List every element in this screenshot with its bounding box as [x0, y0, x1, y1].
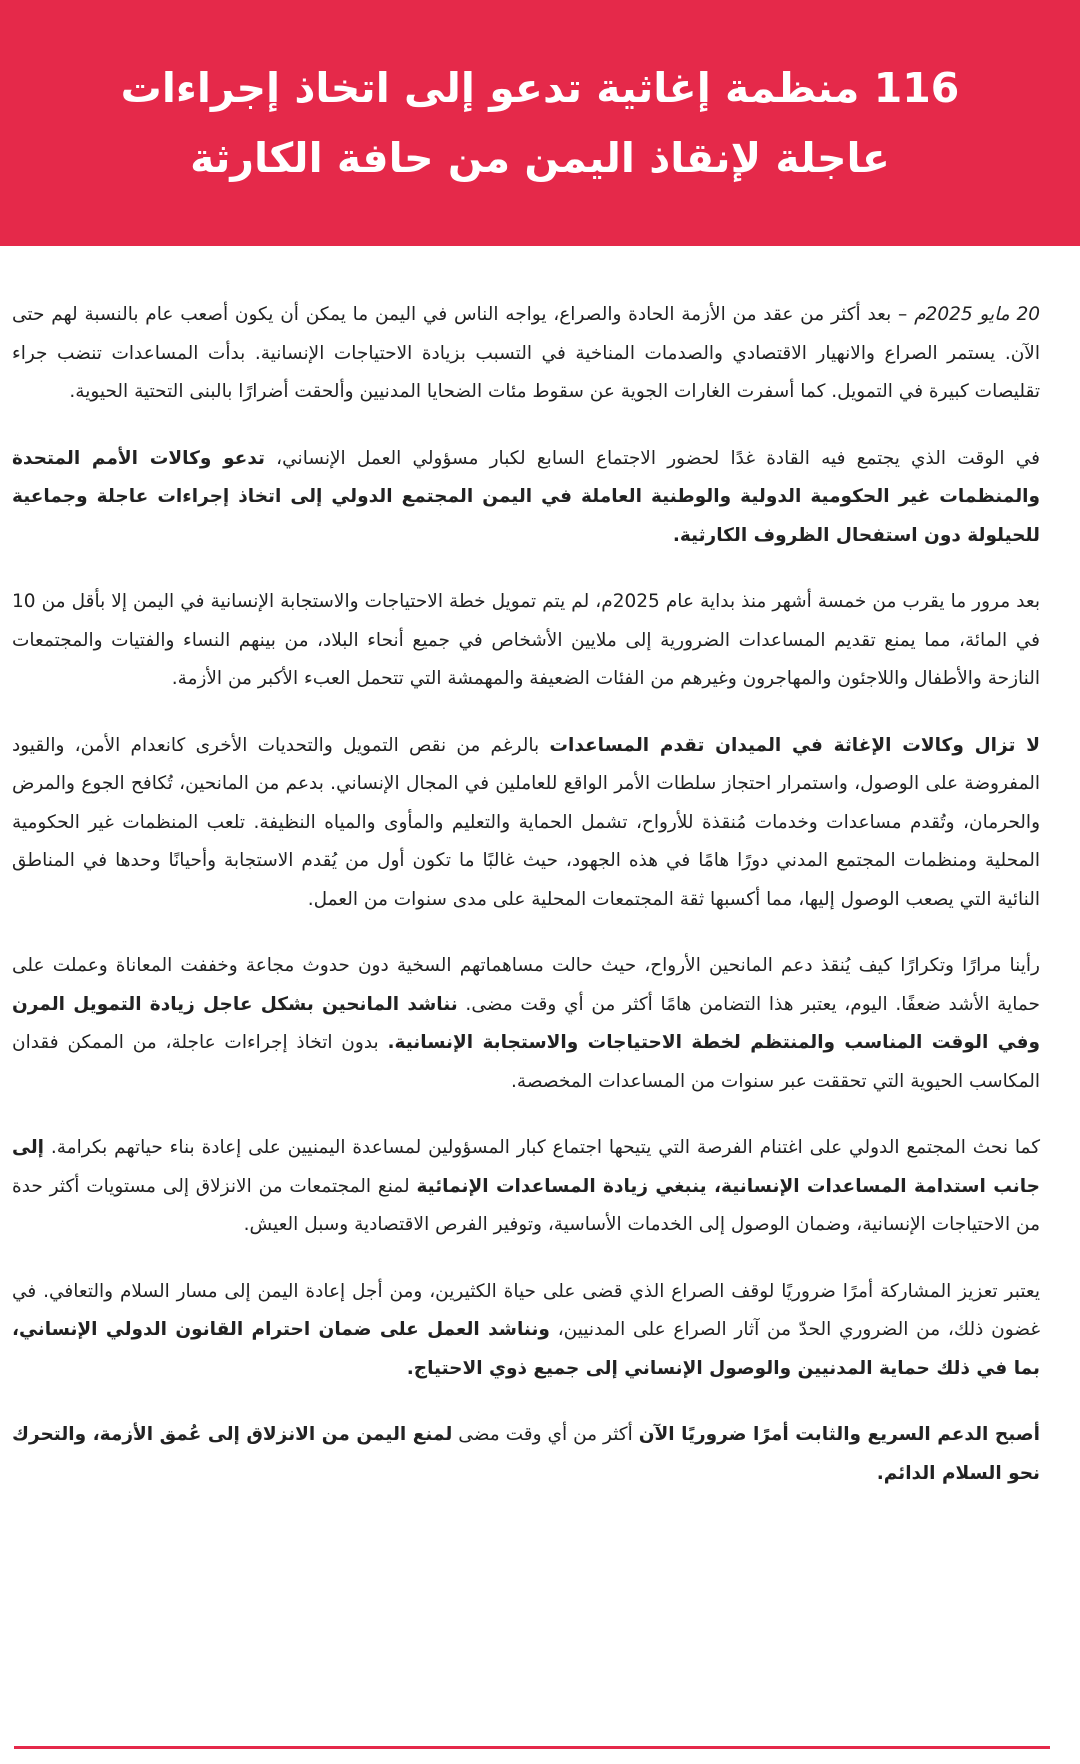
paragraph-text: رأينا مرارًا وتكرارًا كيف يُنقذ دعم المانحين الأرواح، حيث حالت مساهماتهم السخية دون حدوث مجاعة وخففت المعاناة وعملت على حماية الأشد ضعفًا. اليوم، يعتبر هذا التضامن هامًا أكثر من أي وقت مضى.: [12, 955, 1040, 1015]
paragraph-conclusion: [12, 1416, 1040, 1493]
paragraph-bold-text: لا تزال وكالات الإغاثة في الميدان تقدم المساعدات: [549, 734, 1040, 756]
header-banner: [0, 0, 1080, 246]
paragraph-text: – بعد أكثر من عقد من الأزمة الحادة والصراع، يواجه الناس في اليمن ما يمكن أن يكون أصعب عام بالنسبة لهم حتى الآن. يستمر الصراع والانهيار الاقتصادي والصدمات المناخية في التسبب بزيادة الاحتياجات الإنسانية. بدأت المساعدات تنضب جراء تقليصات كبيرة في التمويل. كما أسفرت الغارات الجوية عن سقوط مئات الضحايا المدنيين وألحقت أضرارًا بالبنى التحتية الحيوية.: [12, 304, 1040, 402]
paragraph-peace: [12, 1273, 1040, 1389]
paragraph-text: يعتبر تعزيز المشاركة أمرًا ضروريًا لوقف الصراع الذي قضى على حياة الكثيرين، ومن أجل إعادة اليمن إلى مسار السلام والتعافي. في غضون ذلك، من الضروري الحدّ من آثار الصراع على المدنيين،: [12, 1280, 1040, 1340]
paragraph-bold-text: أصبح الدعم السريع والثابت أمرًا ضروريًا الآن: [638, 1424, 1040, 1445]
paragraph-aid-agencies: [12, 727, 1040, 920]
paragraph-text: بالرغم من نقص التمويل والتحديات الأخرى كانعدام الأمن، والقيود المفروضة على الوصول، واستمرار احتجاز سلطات الأمر الواقع للعاملين في المجال الإنساني. بدعم من المانحين، تُكافح الجوع والمرض والحرمان، وتُقدم مساعدات وخدمات مُنقذة للأرواح، تشمل الحماية والتعليم والمأوى والمياه النظيفة. تلعب المنظمات غير الحكومية المحلية ومنظمات المجتمع المدني دورًا هامًا في هذه الجهود، حيث غالبًا ما تكون أول من يُقدم الاستجابة وأحيانًا وحدها في المناطق النائية التي يصعب الوصول إليها، مما أكسبها ثقة المجتمعات المحلية على مدى سنوات من العمل.: [12, 734, 1040, 910]
article-body: [12, 296, 1040, 1521]
paragraph-text: بدون اتخاذ إجراءات عاجلة، من الممكن فقدان المكاسب الحيوية التي تحققت عبر سنوات من المساعدات المخصصة.: [12, 1032, 1040, 1092]
paragraph-development: [12, 1129, 1040, 1245]
article-date: 20 مايو 2025م: [914, 304, 1041, 325]
paragraph-call-to-action: [12, 440, 1040, 556]
bottom-divider: [14, 1746, 1050, 1749]
paragraph-text: كما نحث المجتمع الدولي على اغتنام الفرصة التي يتيحها اجتماع كبار المسؤولين لمساعدة اليمنيين على إعادة بناء حياتهم بكرامة.: [44, 1137, 1040, 1158]
paragraph-text: بعد مرور ما يقرب من خمسة أشهر منذ بداية عام 2025م، لم يتم تمويل خطة الاحتياجات والاستجابة الإنسانية في اليمن إلا بأقل من 10 في المائة، مما يمنع تقديم المساعدات الضرورية إلى ملايين الأشخاص في جميع أنحاء البلاد، من بينهم النساء والفتيات والمجتمعات النازحة والأطفال واللاجئون والمهاجرون وغيرهم من الفئات الضعيفة والمهمشة التي تتحمل العبء الأكبر من الأزمة.: [12, 591, 1040, 689]
paragraph-text: في الوقت الذي يجتمع فيه القادة غدًا لحضور الاجتماع السابع لكبار مسؤولي العمل الإنساني،: [264, 447, 1041, 469]
paragraph-bold-text: ونناشد العمل على ضمان احترام القانون الدولي الإنساني، بما في ذلك حماية المدنيين والوصول الإنساني إلى جميع ذوي الاحتياج.: [12, 1319, 1040, 1379]
paragraph-text: لمنع المجتمعات من الانزلاق إلى مستويات أكثر حدة من الاحتياجات الإنسانية، وضمان الوصول إلى الخدمات الأساسية، وتوفير الفرص الاقتصادية وسبل العيش.: [12, 1175, 1040, 1235]
paragraph-bold-text: نناشد المانحين بشكل عاجل زيادة التمويل المرن وفي الوقت المناسب والمنتظم لخطة الاحتياجات والاستجابة الإنسانية.: [12, 993, 1040, 1053]
paragraph-bold-text: لمنع اليمن من الانزلاق إلى عُمق الأزمة، والتحرك نحو السلام الدائم.: [12, 1424, 1040, 1484]
paragraph-donors: [12, 947, 1040, 1101]
paragraph-text: أكثر من أي وقت مضى: [452, 1424, 639, 1445]
page-title: 116 منظمة إغاثية تدعو إلى اتخاذ إجراءات عاجلة لإنقاذ اليمن من حافة الكارثة: [120, 64, 960, 182]
paragraph-funding: [12, 583, 1040, 699]
paragraph-bold-text: تدعو وكالات الأمم المتحدة والمنظمات غير الحكومية الدولية والوطنية العاملة في اليمن المجتمع الدولي إلى اتخاذ إجراءات عاجلة وجماعية للحيلولة دون استفحال الظروف الكارثية.: [12, 447, 1040, 546]
paragraph-intro: [12, 296, 1040, 412]
paragraph-bold-text: إلى جانب استدامة المساعدات الإنسانية، ينبغي زيادة المساعدات الإنمائية: [12, 1137, 1041, 1197]
